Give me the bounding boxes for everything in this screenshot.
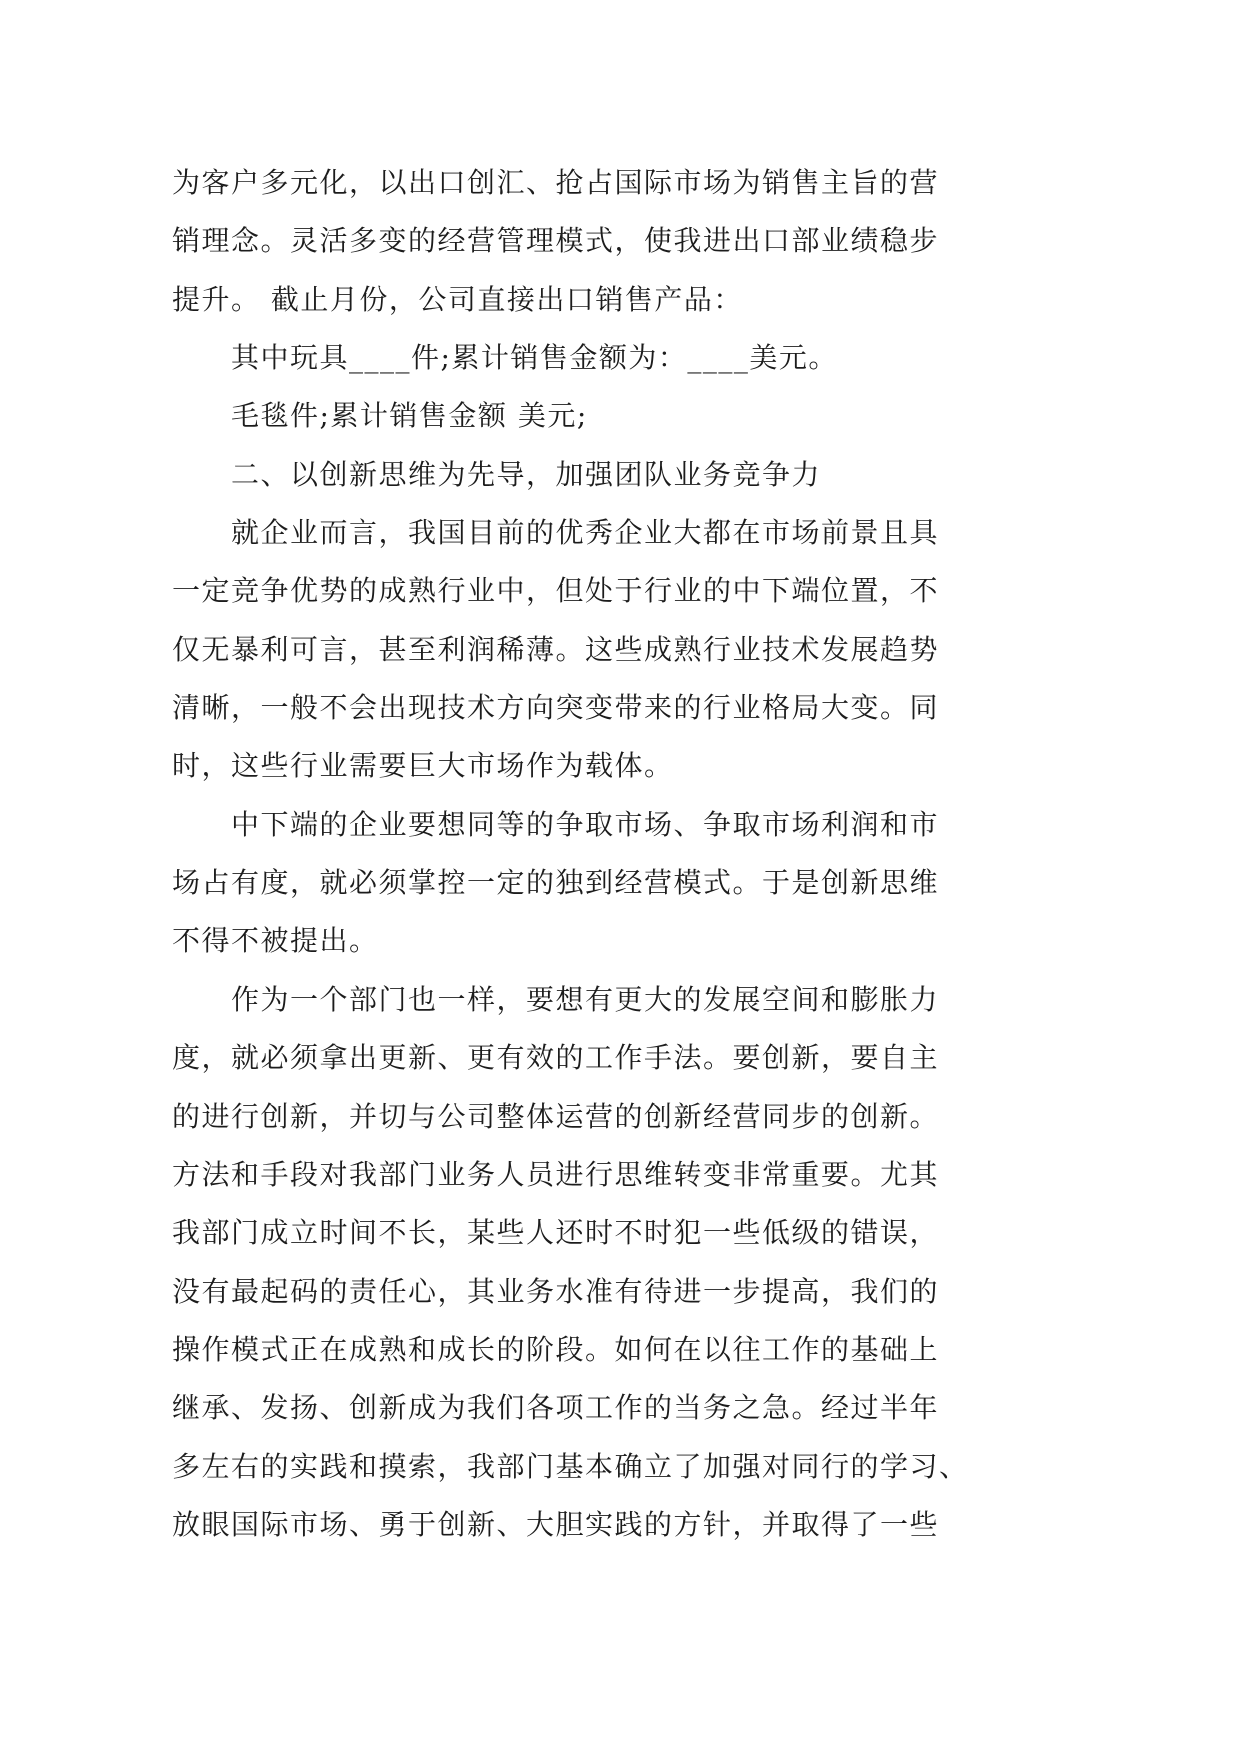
text-line: 中下端的企业要想同等的争取市场、争取市场利润和市: [231, 807, 940, 841]
text-line: 不得不被提出。: [172, 924, 379, 958]
text-line: 继承、发扬、创新成为我们各项工作的当务之急。经过半年: [172, 1391, 940, 1425]
text-line: 一定竞争优势的成熟行业中，但处于行业的中下端位置，不: [172, 574, 940, 608]
text-line: 其中玩具____件;累计销售金额为：____美元。: [231, 341, 838, 375]
text-line: 操作模式正在成熟和成长的阶段。如何在以往工作的基础上: [172, 1332, 940, 1366]
text-line: 方法和手段对我部门业务人员进行思维转变非常重要。尤其: [172, 1157, 940, 1191]
section-heading: [172, 446, 1241, 504]
text-line: 度，就必须拿出更新、更有效的工作手法。要创新，要自主: [172, 1041, 940, 1075]
paragraph-continuation: [172, 154, 1241, 329]
paragraph-blanket-sales: [172, 387, 1241, 445]
text-line: 没有最起码的责任心，其业务水准有待进一步提高，我们的: [172, 1274, 940, 1308]
text-line: 时，这些行业需要巨大市场作为载体。: [172, 749, 674, 783]
paragraph: [172, 504, 1241, 796]
text-line: 我部门成立时间不长，某些人还时不时犯一些低级的错误，: [172, 1216, 940, 1250]
text-line: 多左右的实践和摸索，我部门基本确立了加强对同行的学习、: [172, 1449, 969, 1483]
text-line: 场占有度，就必须掌控一定的独到经营模式。于是创新思维: [172, 866, 940, 900]
text-line: 提升。 截止月份，公司直接出口销售产品：: [172, 282, 743, 316]
text-line: 销理念。灵活多变的经营管理模式，使我进出口部业绩稳步: [172, 224, 940, 258]
paragraph: [172, 971, 1241, 1554]
paragraph: [172, 796, 1241, 971]
text-line: 为客户多元化，以出口创汇、抢占国际市场为销售主旨的营: [172, 166, 940, 199]
text-line: 的进行创新，并切与公司整体运营的创新经营同步的创新。: [172, 1099, 940, 1133]
text-line: 放眼国际市场、勇于创新、大胆实践的方针，并取得了一些: [172, 1507, 940, 1541]
text-line: 就企业而言，我国目前的优秀企业大都在市场前景且具: [231, 516, 940, 550]
text-line: 仅无暴利可言，甚至利润稀薄。这些成熟行业技术发展趋势: [172, 632, 940, 666]
text-line: 作为一个部门也一样，要想有更大的发展空间和膨胀力: [231, 982, 940, 1016]
paragraph-toys-sales: [172, 329, 1241, 387]
text-line: 清晰，一般不会出现技术方向突变带来的行业格局大变。同: [172, 691, 940, 725]
text-line: 毛毯件;累计销售金额 美元;: [231, 399, 588, 433]
section-heading-text: 二、以创新思维为先导，加强团队业务竞争力: [231, 457, 822, 491]
